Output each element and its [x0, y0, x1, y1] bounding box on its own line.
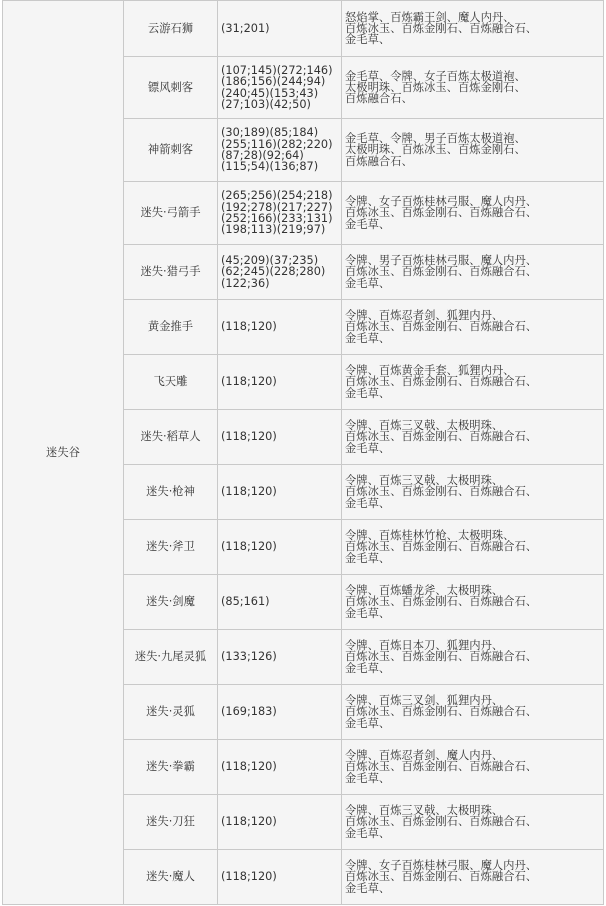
drop-line: 太极明珠、百炼冰玉、百炼金刚石、: [345, 143, 526, 157]
coordinate-line: (255;116)(282;220): [221, 137, 333, 151]
coordinates-cell: [218, 630, 342, 685]
monster-name-cell: 迷失·稻草人: [124, 410, 218, 465]
drop-line: 令牌、百炼三叉戟、太极明珠、: [345, 474, 504, 488]
coordinate-line: (133;126): [221, 650, 277, 664]
coordinate-line: (62;245)(228;280): [221, 265, 326, 279]
monster-name-cell: 迷失·刀狂: [124, 795, 218, 850]
coordinates-cell: [218, 182, 342, 245]
drop-line: 百炼冰玉、百炼金刚石、百炼融合石、: [345, 430, 538, 444]
coordinate-line: (122;36): [221, 276, 270, 290]
coordinates-cell: [218, 850, 342, 905]
drop-line: 金毛草、: [345, 496, 391, 510]
coordinate-line: (186;156)(244;94): [221, 75, 326, 89]
monster-name-cell: 黄金推手: [124, 300, 218, 355]
monster-name-cell: 云游石狮: [124, 1, 218, 57]
coordinates-cell: [218, 57, 342, 119]
drops-cell: [342, 685, 604, 740]
drop-line: 金毛草、: [345, 716, 391, 730]
drop-line: 百炼冰玉、百炼金刚石、百炼融合石、: [345, 485, 538, 499]
drop-line: 金毛草、: [345, 826, 391, 840]
drop-line: 百炼冰玉、百炼金刚石、百炼融合石、: [345, 265, 538, 279]
coordinates-cell: [218, 410, 342, 465]
coordinate-line: (169;183): [221, 705, 277, 719]
coordinates-cell: [218, 740, 342, 795]
drop-line: 令牌、男子百炼桂林弓服、魔人内丹、: [345, 254, 538, 268]
drop-line: 怒焰掌、百炼霸王剑、魔人内丹、: [345, 10, 515, 24]
monster-name-cell: 迷失·弓箭手: [124, 182, 218, 245]
monster-name-cell: 飞天雕: [124, 355, 218, 410]
coordinate-line: (107;145)(272;146): [221, 63, 333, 77]
coordinate-line: (192;278)(217;227): [221, 200, 333, 214]
coordinate-line: (85;161): [221, 595, 270, 609]
drops-cell: [342, 119, 604, 182]
coordinates-cell: [218, 685, 342, 740]
drop-line: 金毛草、令牌、男子百炼太极道袍、: [345, 132, 526, 146]
drop-line: 令牌、百炼蟠龙斧、太极明珠、: [345, 584, 504, 598]
coordinate-line: (265;256)(254;218): [221, 189, 333, 203]
drop-line: 金毛草、: [345, 441, 391, 455]
coordinates-cell: [218, 300, 342, 355]
drop-line: 金毛草、: [345, 217, 391, 231]
drops-cell: [342, 57, 604, 119]
coordinate-line: (87;28)(92;64): [221, 149, 304, 162]
drop-line: 令牌、百炼黄金手套、狐狸内丹、: [345, 364, 515, 378]
coordinates-cell: [218, 465, 342, 520]
drops-cell: [342, 850, 604, 905]
coordinates-cell: [218, 119, 342, 182]
drop-line: 金毛草、令牌、女子百炼太极道袍、: [345, 69, 526, 83]
coordinates-cell: [218, 1, 342, 57]
drop-line: 百炼冰玉、百炼金刚石、百炼融合石、: [345, 815, 538, 829]
drop-line: 金毛草、: [345, 661, 391, 675]
monster-name-cell: 迷失·拳霸: [124, 740, 218, 795]
drops-cell: [342, 1, 604, 57]
monster-name-cell: 迷失·枪神: [124, 465, 218, 520]
coordinate-line: (198;113)(219;97): [221, 223, 326, 237]
drops-cell: [342, 740, 604, 795]
drops-cell: [342, 465, 604, 520]
drop-line: 百炼冰玉、百炼金刚石、百炼融合石、: [345, 870, 538, 884]
monster-name-cell: 神箭刺客: [124, 119, 218, 182]
drop-line: 令牌、百炼三叉剑、狐狸内丹、: [345, 694, 504, 708]
coordinate-line: (118;120): [221, 870, 277, 884]
coordinate-line: (118;120): [221, 815, 277, 829]
drops-cell: [342, 355, 604, 410]
drops-cell: [342, 182, 604, 245]
drops-cell: [342, 575, 604, 630]
drops-cell: [342, 520, 604, 575]
coordinate-line: (118;120): [221, 760, 277, 774]
coordinates-cell: [218, 795, 342, 850]
drop-line: 百炼融合石、: [345, 154, 413, 168]
monster-name-cell: 迷失·猎弓手: [124, 245, 218, 300]
coordinate-line: (118;120): [221, 430, 277, 444]
drops-cell: [342, 630, 604, 685]
drop-line: 百炼冰玉、百炼金刚石、百炼融合石、: [345, 540, 538, 554]
drop-line: 令牌、百炼三叉戟、太极明珠、: [345, 419, 504, 433]
drop-line: 金毛草、: [345, 606, 391, 620]
coordinate-line: (27;103)(42;50): [221, 97, 311, 111]
drop-line: 令牌、百炼桂林竹枪、太极明珠、: [345, 529, 515, 543]
drop-line: 太极明珠、百炼冰玉、百炼金刚石、: [345, 80, 526, 94]
monster-name-cell: 迷失·魔人: [124, 850, 218, 905]
region-cell: 迷失谷: [3, 1, 124, 905]
coordinate-line: (240;45)(153;43): [221, 86, 319, 100]
drops-cell: [342, 795, 604, 850]
coordinates-cell: [218, 575, 342, 630]
drop-line: 令牌、女子百炼桂林弓服、魔人内丹、: [345, 195, 538, 209]
coordinate-line: (118;120): [221, 375, 277, 389]
drop-line: 令牌、百炼忍者剑、魔人内丹、: [345, 749, 504, 763]
monster-name-cell: 迷失·灵狐: [124, 685, 218, 740]
coordinate-line: (31;201): [221, 21, 270, 35]
table-body: [3, 1, 604, 905]
drop-line: 金毛草、: [345, 551, 391, 565]
coordinates-cell: [218, 520, 342, 575]
drop-line: 金毛草、: [345, 881, 391, 895]
drop-line: 百炼融合石、: [345, 92, 413, 106]
coordinate-line: (30;189)(85;184): [221, 126, 319, 140]
drops-cell: [342, 300, 604, 355]
monster-name-cell: 迷失·九尾灵狐: [124, 630, 218, 685]
monster-name-cell: 迷失·剑魔: [124, 575, 218, 630]
drop-line: 令牌、女子百炼桂林弓服、魔人内丹、: [345, 859, 538, 873]
coordinates-cell: [218, 355, 342, 410]
drop-line: 金毛草、: [345, 33, 391, 47]
drop-line: 百炼冰玉、百炼金刚石、百炼融合石、: [345, 650, 538, 664]
table-row: [3, 1, 604, 57]
drop-line: 金毛草、: [345, 386, 391, 400]
drop-line: 百炼冰玉、百炼金刚石、百炼融合石、: [345, 705, 538, 719]
drop-line: 百炼冰玉、百炼金刚石、百炼融合石、: [345, 21, 538, 35]
drop-line: 金毛草、: [345, 771, 391, 785]
drops-cell: [342, 410, 604, 465]
drop-line: 金毛草、: [345, 331, 391, 345]
drops-cell: [342, 245, 604, 300]
drop-line: 令牌、百炼忍者剑、狐狸内丹、: [345, 309, 504, 323]
coordinate-line: (45;209)(37;235): [221, 254, 319, 268]
coordinate-line: (118;120): [221, 540, 277, 554]
monster-name-cell: 迷失·斧卫: [124, 520, 218, 575]
coordinates-cell: [218, 245, 342, 300]
drop-line: 百炼冰玉、百炼金刚石、百炼融合石、: [345, 760, 538, 774]
coordinate-line: (252;166)(233;131): [221, 212, 333, 225]
drop-line: 百炼冰玉、百炼金刚石、百炼融合石、: [345, 320, 538, 334]
drop-line: 百炼冰玉、百炼金刚石、百炼融合石、: [345, 206, 538, 220]
drop-line: 百炼冰玉、百炼金刚石、百炼融合石、: [345, 375, 538, 389]
coordinate-line: (115;54)(136;87): [221, 160, 319, 174]
monster-name-cell: 镖风刺客: [124, 57, 218, 119]
coordinate-line: (118;120): [221, 320, 277, 334]
drop-line: 百炼冰玉、百炼金刚石、百炼融合石、: [345, 595, 538, 609]
coordinate-line: (118;120): [221, 485, 277, 499]
monster-drop-table-container: [2, 0, 604, 905]
drop-line: 令牌、百炼三叉戟、太极明珠、: [345, 804, 504, 818]
monster-drop-table: [2, 0, 604, 905]
drop-line: 令牌、百炼日本刀、狐狸内丹、: [345, 639, 504, 653]
drop-line: 金毛草、: [345, 276, 391, 290]
